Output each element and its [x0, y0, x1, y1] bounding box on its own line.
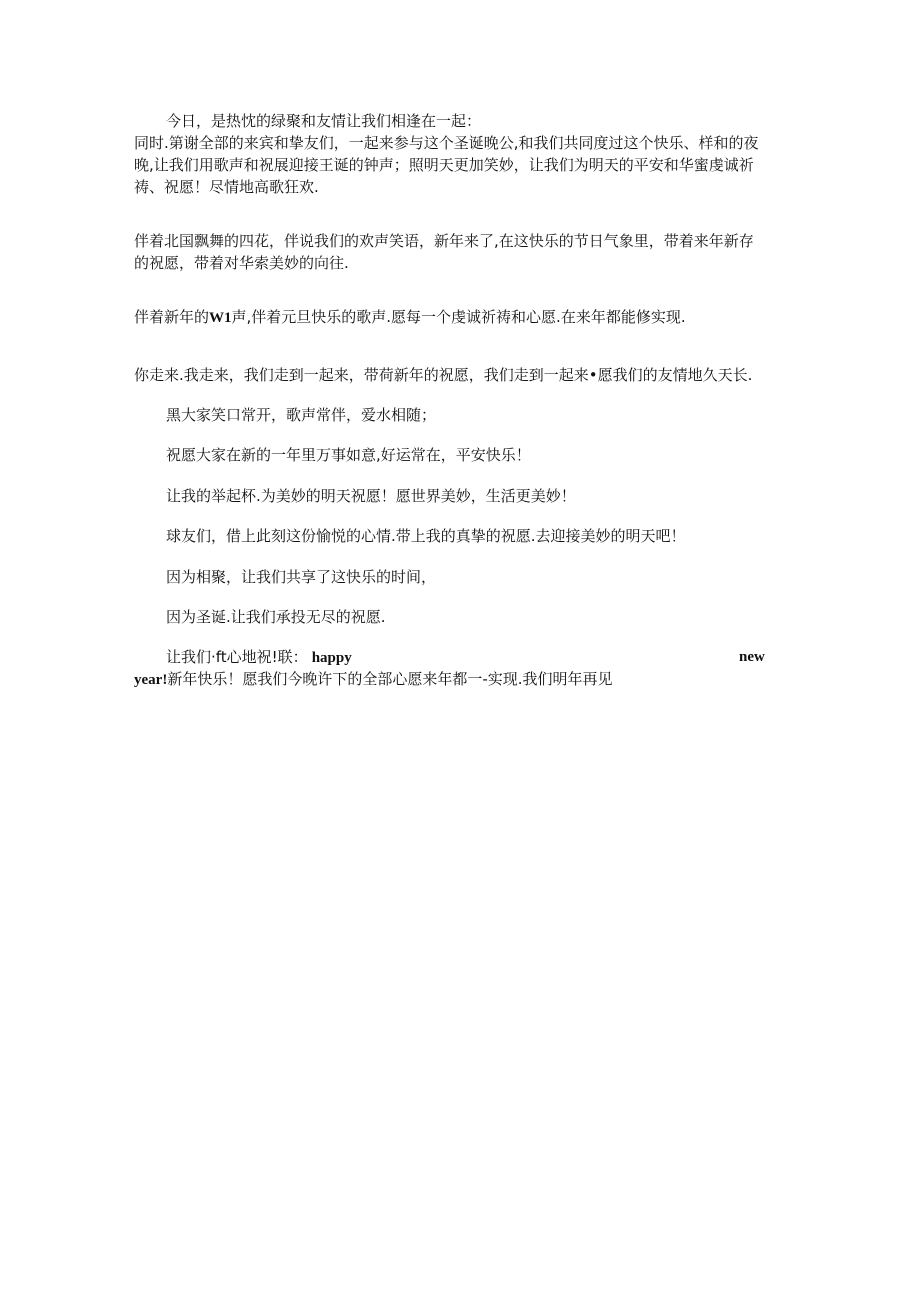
paragraph-11-latin-new: new	[739, 649, 765, 665]
paragraph-8: 球友们，借上此刻这份愉悦的心情.带上我的真挚的祝愿.去迎接美妙的明天吧！	[166, 527, 686, 545]
paragraph-5: 黑大家笑口常开，歌声常伴，爱水相随；	[166, 406, 437, 424]
paragraph-10: 因为圣诞.让我们承投无尽的祝愿.	[166, 608, 386, 626]
paragraph-11-pre: 让我们·ft心地祝!联：	[166, 648, 308, 666]
paragraph-3-post: 声,伴着元旦快乐的歌声.愿每一个虔诚祈祷和心愿.在来年都能修实现.	[231, 308, 686, 326]
paragraph-11-post: 新年快乐！愿我们今晚许下的全部心愿来年都一-实现.我们明年再见	[167, 670, 613, 688]
paragraph-3-pre: 伴着新年的	[134, 308, 210, 326]
paragraph-11-latin-year: year!	[134, 672, 168, 688]
paragraph-11-latin-happy: happy	[311, 650, 352, 666]
paragraph-6: 祝愿大家在新的一年里万事如意,好运常在，平安快乐！	[166, 446, 531, 464]
paragraph-1-line-2: 同时.第谢全部的来宾和挚友们，一起来参与这个圣诞晚公,和我们共同度过这个快乐、样和的夜	[134, 134, 759, 152]
paragraph-11-line-2	[134, 668, 613, 691]
paragraph-3	[134, 306, 686, 329]
paragraph-2-line-1: 伴着北国飘舞的四花，伴说我们的欢声笑语，新年来了,在这快乐的节日气象里，带着来年新存	[134, 232, 754, 250]
paragraph-2-line-2: 的祝愿，带着对华索美妙的向往.	[134, 254, 349, 272]
paragraph-1-line-1: 今日，是热忱的绿聚和友情让我们相逢在一起：	[166, 112, 482, 130]
paragraph-1-line-4: 祷、祝愿！尽情地高歌狂欢.	[134, 178, 319, 196]
paragraph-4: 你走来.我走来，我们走到一起来，带荷新年的祝愿，我们走到一起来•愿我们的友情地久天长.	[134, 366, 753, 384]
paragraph-9: 因为相聚，让我们共享了这快乐的时间，	[166, 568, 437, 586]
paragraph-1-line-3: 晚,让我们用歌声和祝展迎接王诞的钟声；照明天更加笑妙，让我们为明天的平安和华蜜虔诚祈	[134, 156, 754, 174]
paragraph-3-latin: W1	[209, 310, 232, 326]
paragraph-7: 让我的举起杯.为美妙的明天祝愿！愿世界美妙，生活更美妙！	[166, 487, 576, 505]
paragraph-11-line-1	[166, 646, 352, 669]
